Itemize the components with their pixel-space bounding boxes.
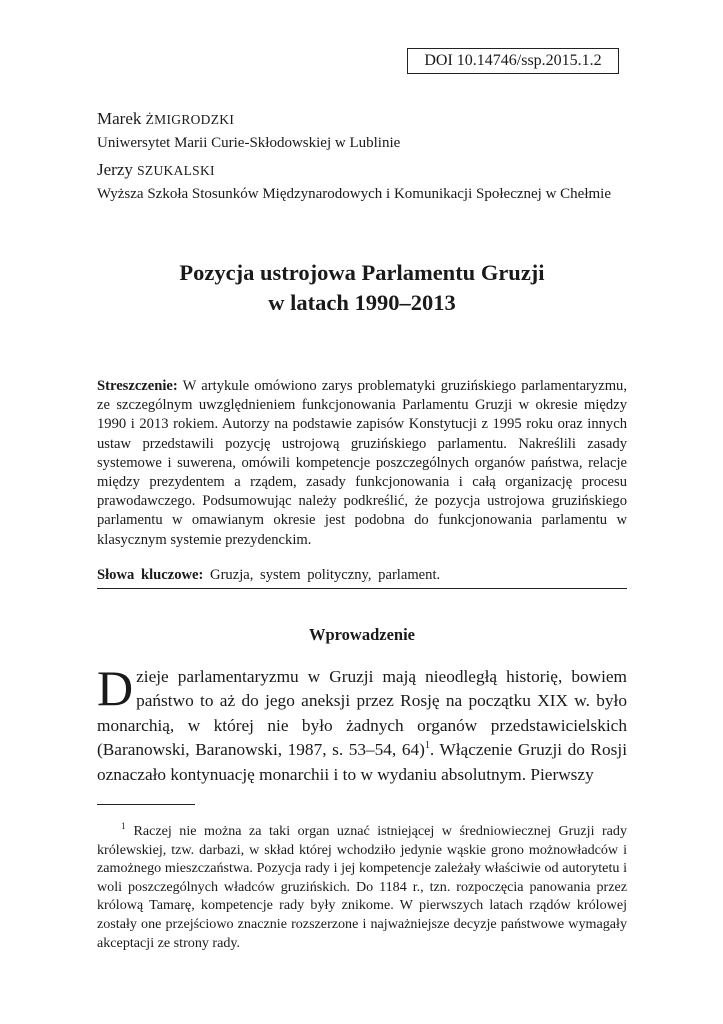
footnote <box>97 822 627 952</box>
author-block <box>97 159 657 204</box>
footnote-number: 1 <box>121 821 126 832</box>
title-line-1: Pozycja ustrojowa Parlamentu Gruzji <box>179 260 545 285</box>
abstract-text: W artykule omówiono zarys problematyki gruzińskiego parlamentaryzmu, ze szczególnym uwzględnieniem funkcjonowania Parlamentu Gruzji w okresie między 1990 i 2013 rokiem. Autorzy na podstawie zapisów Konstytucji z 1995 roku oraz innych ustaw przedstawili pozycję ustrojową gruzińskiego parlamentu. Nakreślili zasady systemowe i suwerena, omówili kompetencje poszczególnych organów państwa, relacje między prezydentem a rządem, zasady funkcjonowania i całą organizację procesu prawodawczego. Podsumowując należy podkreślić, że pozycja ustrojowa gruzińskiego parlamentu w omawianym okresie jest podobna do funkcjonowania parlamentu w klasycznym systemie prezydenckim. <box>97 378 627 548</box>
drop-cap: D <box>97 660 134 716</box>
author-name <box>97 159 657 182</box>
author-affiliation: Wyższa Szkoła Stosunków Międzynarodowych i Komunikacji Społecznej w Chełmie <box>97 186 611 202</box>
author-first-name: Marek <box>97 109 146 128</box>
keywords-text: Gruzja, system polityczny, parlament. <box>203 567 441 583</box>
body-paragraph <box>97 660 627 787</box>
abstract-label: Streszczenie: <box>97 378 178 394</box>
doi-box <box>407 48 619 74</box>
section-heading: Wprowadzenie <box>308 625 416 644</box>
doi-label: DOI 10.14746/ssp.2015.1.2 <box>424 52 602 69</box>
footnote-reference[interactable]: 1 <box>424 740 430 752</box>
author-affiliation: Uniwersytet Marii Curie-Skłodowskiej w Lublinie <box>97 135 401 151</box>
author-list <box>97 108 657 210</box>
abstract-divider <box>97 588 627 589</box>
abstract <box>97 377 627 550</box>
author-last-name: ŻMIGRODZKI <box>145 112 235 127</box>
footnote-text: Raczej nie można za taki organ uznać istniejącej w średniowiecznej Gruzji rady królewskiej, tzw. darbazi, w skład której wchodziło jedynie wąskie grono możnowładców i zamożnego mieszczaństwa. Pozycja rady i jej kompetencje zależały właściwie od autorytetu i woli poszczególnych władców gruzińskich. Do 1184 r., tzn. rozpoczęcia panowania przez królową Tamarę, kompetencje rady były znikome. W pierwszych latach rządów królowej zostały one przejściowo znacznie rozszerzone i najważniejsze decyzje państwowe wymagały akceptacji ze strony rady. <box>97 823 627 951</box>
footnote-divider <box>97 804 195 805</box>
keywords <box>97 566 627 585</box>
author-last-name: SZUKALSKI <box>137 163 215 178</box>
author-name <box>97 108 657 131</box>
author-block <box>97 108 657 153</box>
author-first-name: Jerzy <box>97 160 138 179</box>
body-text-part-1: zieje parlamentaryzmu w Gruzji mają nieodległą historię, bowiem państwo to aż do jego aneksji przez Rosję na początku XIX w. było monarchią, w której nie było żadnych organów przedstawicielskich (Baranowski, Baranowski, 1987, s. 53–54, 64) <box>97 667 627 760</box>
paper-title <box>97 258 627 318</box>
title-line-2: w latach 1990–2013 <box>268 290 456 315</box>
body-text-part-2: . Włączenie Gruzji do Rosji oznaczało kontynuację monarchii i to w wydaniu absolutnym. Pierwszy <box>97 740 627 784</box>
keywords-label: Słowa kluczowe: <box>97 567 204 583</box>
